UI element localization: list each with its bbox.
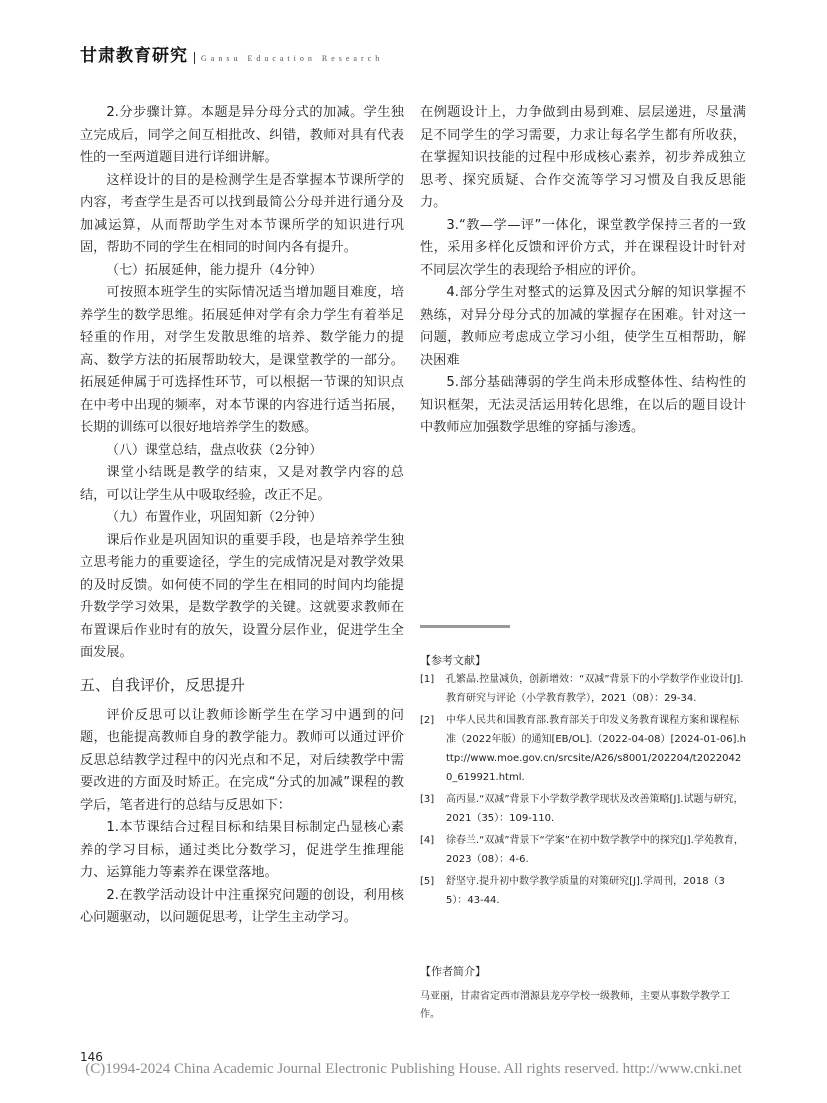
references-title: 【参考文献】 — [420, 654, 486, 667]
subsection-heading: （九）布置作业，巩固知新（2分钟） — [106, 510, 323, 525]
paragraph: 可按照本班学生的实际情况适当增加题目难度，培养学生的数学思维。拓展延伸对学有余力学生有着举足轻重的作用，对学生发散思维的培养、数学能力的提高、数学方法的拓展帮助较大，是课堂教学的一部分。拓展延伸属于可选择性环节，可以根据一节课的知识点在中考中出现的频率，对本节课的内容进行适当拓展，长期的训练可以很好地培养学生的数感。 — [80, 285, 404, 435]
reference-item — [420, 872, 746, 910]
subsection-heading: （七）拓展延伸，能力提升（4分钟） — [106, 262, 323, 278]
journal-title-en: Gansu Education Research — [201, 54, 384, 63]
paragraph: 5.部分基础薄弱的学生尚未形成整体性、结构性的知识框架，无法灵活运用转化思维，在以后的题目设计中教师应加强数学思维的穿插与渗透。 — [420, 375, 746, 435]
author-bio: 马亚丽，甘肃省定西市渭源县龙亭学校一级教师，主要从事数学教学工作。 — [420, 991, 730, 1020]
paragraph: 这样设计的目的是检测学生是否掌握本节课所学的内容，考查学生是否可以找到最简公分母并进行通分及加减运算，从而帮助学生对本节课所学的知识进行巩固，帮助不同的学生在相同的时间内各有提升。 — [80, 172, 404, 255]
right-column — [420, 102, 746, 440]
subsection-heading: （八）课堂总结，盘点收获（2分钟） — [106, 442, 323, 458]
reference-text: 孔繁晶.控量减负，创新增效：“双减”背景下的小学数学作业设计[J].教育研究与评论（小学教育教学），2021（08）：29-34. — [446, 674, 744, 704]
paragraph: 2.在教学活动设计中注重探究问题的创设，利用核心问题驱动，以问题促思考，让学生主动学习。 — [80, 887, 404, 925]
author-bio-title: 【作者简介】 — [420, 965, 486, 978]
reference-text: 高丙显.“双减”背景下小学数学教学现状及改善策略[J].试题与研究，2021（35）：109-110. — [446, 794, 744, 824]
copyright-watermark: (C)1994-2024 China Academic Journal Electronic Publishing House. All rights reserved. http://www.cnki.net — [85, 1061, 742, 1077]
reference-item — [420, 831, 746, 869]
paragraph: 4.部分学生对整式的运算及因式分解的知识掌握不熟练，对异分母分式的加减的掌握存在困难。针对这一问题，教师应考虑成立学习小组，使学生互相帮助，解决困难 — [420, 285, 746, 368]
left-column — [80, 102, 404, 930]
paragraph: 2.分步骤计算。本题是异分母分式的加减。学生独立完成后，同学之间互相批改、纠错，教师对具有代表性的一至两道题目进行详细讲解。 — [80, 105, 404, 165]
reference-item — [420, 790, 746, 828]
reference-number: [3] — [420, 794, 435, 805]
reference-number: [2] — [420, 715, 435, 726]
paragraph: 在例题设计上，力争做到由易到难、层层递进，尽量满足不同学生的学习需要，力求让每名学生都有所收获，在掌握知识技能的过程中形成核心素养，初步养成独立思考、探究质疑、合作交流等学习习惯及自我反思能力。 — [420, 105, 746, 210]
reference-number: [4] — [420, 835, 435, 846]
journal-title-cn: 甘肃教育研究 — [80, 46, 188, 66]
paragraph: 1.本节课结合过程目标和结果目标制定凸显核心素养的学习目标，通过类比分数学习，促进学生推理能力、运算能力等素养在课堂落地。 — [80, 820, 404, 880]
paragraph: 课堂小结既是教学的结束，又是对教学内容的总结，可以让学生从中吸取经验，改正不足。 — [80, 465, 404, 503]
reference-item — [420, 711, 746, 787]
header-divider — [194, 52, 195, 64]
section-heading: 五、自我评价，反思提升 — [80, 675, 246, 694]
paragraph: 课后作业是巩固知识的重要手段，也是培养学生独立思考能力的重要途径，学生的完成情况是对教学效果的及时反馈。如何使不同的学生在相同的时间内均能提升数学学习效果，是数学教学的关键。这就要求教师在布置课后作业时有的放矢，设置分层作业，促进学生全面发展。 — [80, 532, 404, 660]
reference-item — [420, 670, 746, 708]
paragraph: 评价反思可以让教师诊断学生在学习中遇到的问题，也能提高教师自身的教学能力。教师可以通过评价反思总结教学过程中的闪光点和不足，对后续教学中需要改进的方面及时矫正。在完成“分式的加减”课程的教学后，笔者进行的总结与反思如下： — [80, 707, 404, 813]
page-number: 146 — [80, 1050, 103, 1064]
reference-number: [5] — [420, 876, 435, 887]
paragraph: 3.“教—学—评”一体化，课堂教学保持三者的一致性，采用多样化反馈和评价方式，并在课程设计时针对不同层次学生的表现给予相应的评价。 — [420, 217, 746, 278]
reference-text: 徐春兰.“双减”背景下“学案”在初中数学教学中的探究[J].学苑教育，2023（08）：4-6. — [446, 835, 744, 865]
reference-text: 舒坚守.提升初中数学教学质量的对策研究[J].学周刊，2018（35）：43-44. — [446, 876, 725, 906]
journal-header — [80, 40, 383, 66]
references-divider — [420, 625, 510, 628]
references-list — [420, 670, 746, 913]
reference-text: 中华人民共和国教育部.教育部关于印发义务教育课程方案和课程标准（2022年版）的通知[EB/OL].（2022-04-08）[2024-01-06].http://www.moe.gov.cn/srcsite/A26/s8001/202204/t20220420_619921.html. — [446, 715, 746, 783]
reference-number: [1] — [420, 674, 435, 685]
